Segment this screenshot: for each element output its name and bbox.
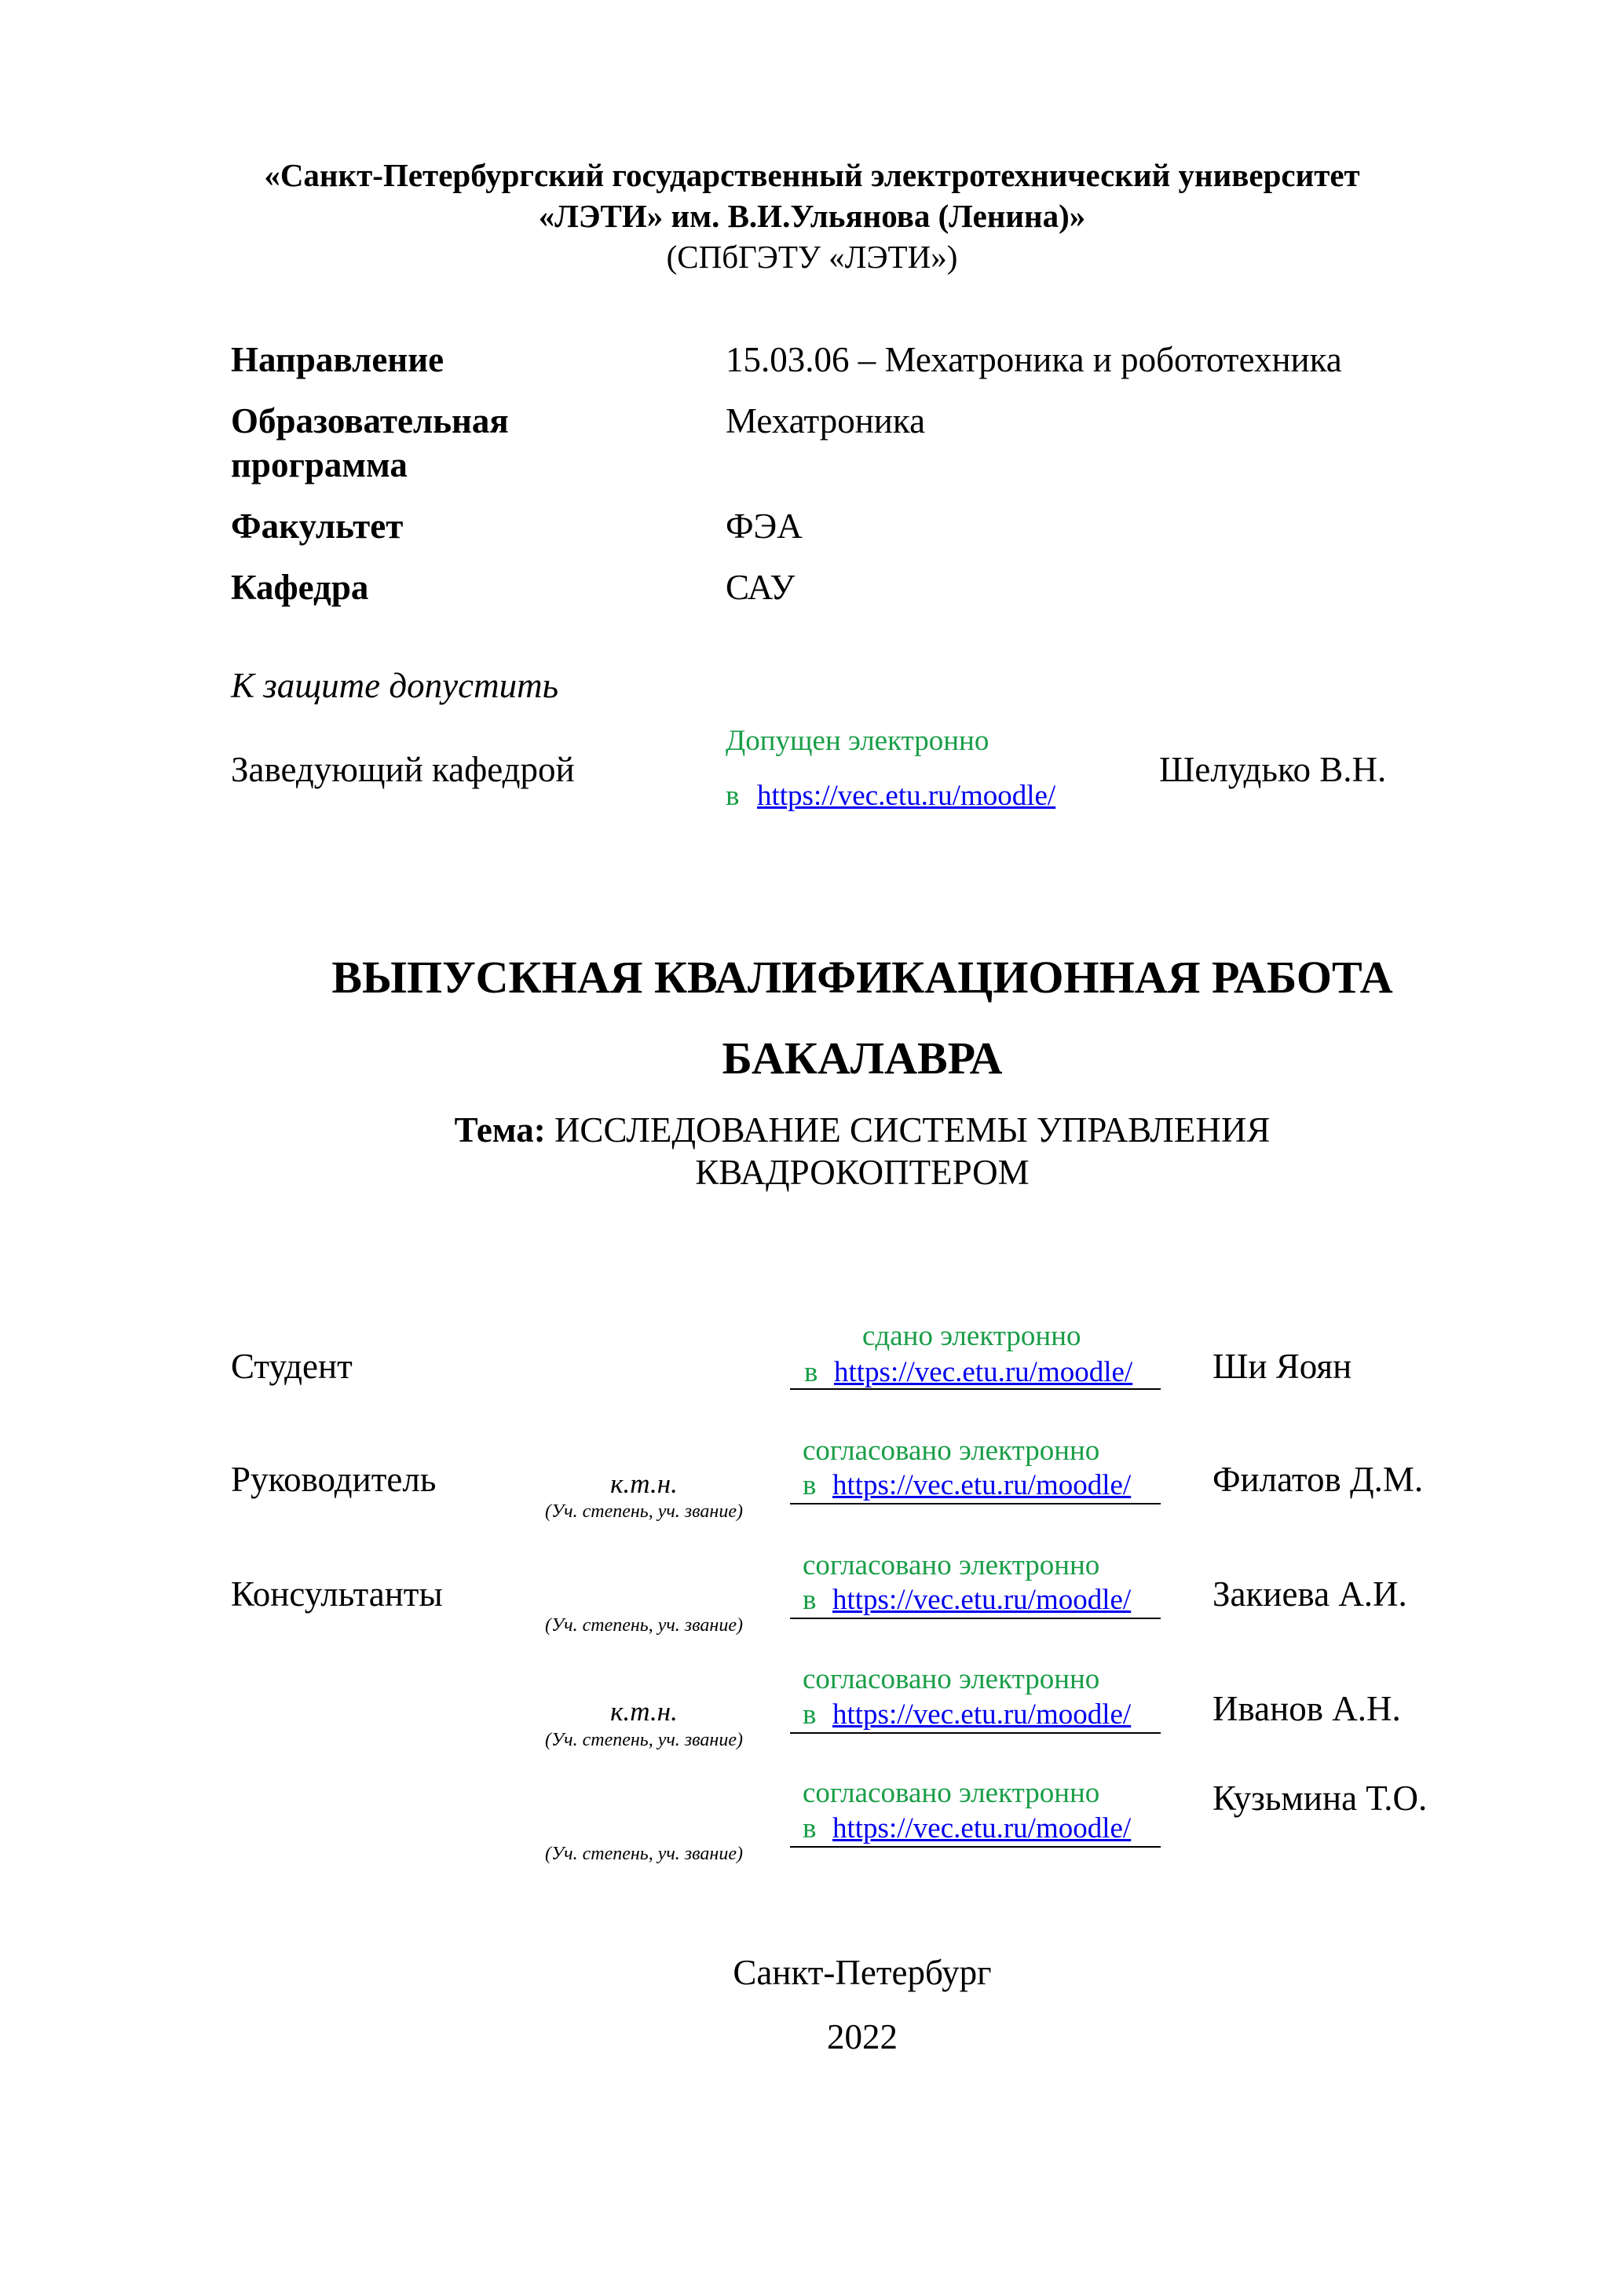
consultant2-prefix: в	[803, 1698, 817, 1731]
supervisor-prefix: в	[803, 1469, 817, 1501]
program-label-2: программа	[231, 445, 408, 484]
consultant3-prefix: в	[803, 1812, 817, 1844]
consultant3-signature-line	[790, 1846, 1161, 1848]
admission-status: Допущен электронно	[726, 725, 989, 757]
faculty-label: Факультет	[231, 506, 404, 546]
admission-prefix: в	[726, 780, 740, 812]
consultant2-degree-note: (Уч. степень, уч. звание)	[545, 1730, 743, 1750]
consultants-role: Консультанты	[231, 1574, 443, 1614]
program-label-1: Образовательная	[231, 401, 509, 441]
student-name: Ши Яоян	[1213, 1347, 1352, 1386]
student-signature-line	[790, 1388, 1161, 1390]
department-label: Кафедра	[231, 568, 369, 607]
head-of-dept-name: Шелудько В.Н.	[1159, 750, 1387, 789]
direction-value: 15.03.06 – Мехатроника и робототехника	[726, 340, 1342, 379]
head-of-dept-role: Заведующий кафедрой	[231, 750, 575, 789]
university-name-line1: «Санкт-Петербургский государственный электротехнический университет	[264, 157, 1360, 193]
supervisor-signature-line	[790, 1503, 1161, 1504]
consultant2-degree: к.т.н.	[610, 1696, 678, 1727]
admission-link[interactable]: https://vec.etu.ru/moodle/	[757, 780, 1056, 812]
consultant1-signature-line	[790, 1618, 1161, 1619]
supervisor-role: Руководитель	[231, 1460, 437, 1499]
direction-label: Направление	[231, 340, 444, 379]
consultant1-degree-note: (Уч. степень, уч. звание)	[545, 1615, 743, 1636]
supervisor-status: согласовано электронно	[803, 1435, 1100, 1467]
university-abbr: (СПбГЭТУ «ЛЭТИ»)	[666, 239, 958, 275]
admission-title: К защите допустить	[231, 666, 559, 705]
consultant1-link[interactable]: https://vec.etu.ru/moodle/	[832, 1584, 1132, 1616]
supervisor-degree-note: (Уч. степень, уч. звание)	[545, 1501, 743, 1522]
supervisor-degree: к.т.н.	[610, 1468, 678, 1499]
consultant2-signature-line	[790, 1732, 1161, 1734]
consultant3-degree-note: (Уч. степень, уч. звание)	[545, 1844, 743, 1864]
student-prefix: в	[804, 1356, 818, 1388]
year: 2022	[827, 2017, 898, 2057]
consultant3-link[interactable]: https://vec.etu.ru/moodle/	[832, 1812, 1132, 1844]
work-title-line2: БАКАЛАВРА	[722, 1033, 1003, 1084]
theme-label: Тема:	[454, 1110, 546, 1150]
supervisor-link[interactable]: https://vec.etu.ru/moodle/	[832, 1469, 1132, 1501]
theme-text-1: ИССЛЕДОВАНИЕ СИСТЕМЫ УПРАВЛЕНИЯ	[554, 1110, 1271, 1150]
consultant2-link[interactable]: https://vec.etu.ru/moodle/	[832, 1698, 1132, 1731]
consultant3-status: согласовано электронно	[803, 1777, 1100, 1809]
student-role: Студент	[231, 1347, 353, 1386]
consultant2-name: Иванов А.Н.	[1213, 1689, 1401, 1728]
consultant2-status: согласовано электронно	[803, 1663, 1100, 1695]
program-value: Мехатроника	[726, 401, 926, 441]
consultant1-name: Закиева А.И.	[1213, 1574, 1407, 1614]
department-value: САУ	[726, 568, 796, 607]
student-link[interactable]: https://vec.etu.ru/moodle/	[834, 1356, 1133, 1388]
theme-line2: КВАДРОКОПТЕРОМ	[695, 1153, 1030, 1192]
university-name-line2: «ЛЭТИ» им. В.И.Ульянова (Ленина)»	[538, 198, 1086, 234]
student-status: сдано электронно	[862, 1320, 1081, 1352]
work-title-line1: ВЫПУСКНАЯ КВАЛИФИКАЦИОННАЯ РАБОТА	[331, 952, 1393, 1003]
consultant1-status: согласовано электронно	[803, 1549, 1100, 1581]
theme-line1	[0, 1109, 1624, 1151]
supervisor-name: Филатов Д.М.	[1213, 1460, 1424, 1499]
faculty-value: ФЭА	[726, 506, 803, 546]
consultant3-name: Кузьмина Т.О.	[1213, 1779, 1428, 1818]
consultant1-prefix: в	[803, 1584, 817, 1616]
city: Санкт-Петербург	[733, 1953, 992, 1992]
